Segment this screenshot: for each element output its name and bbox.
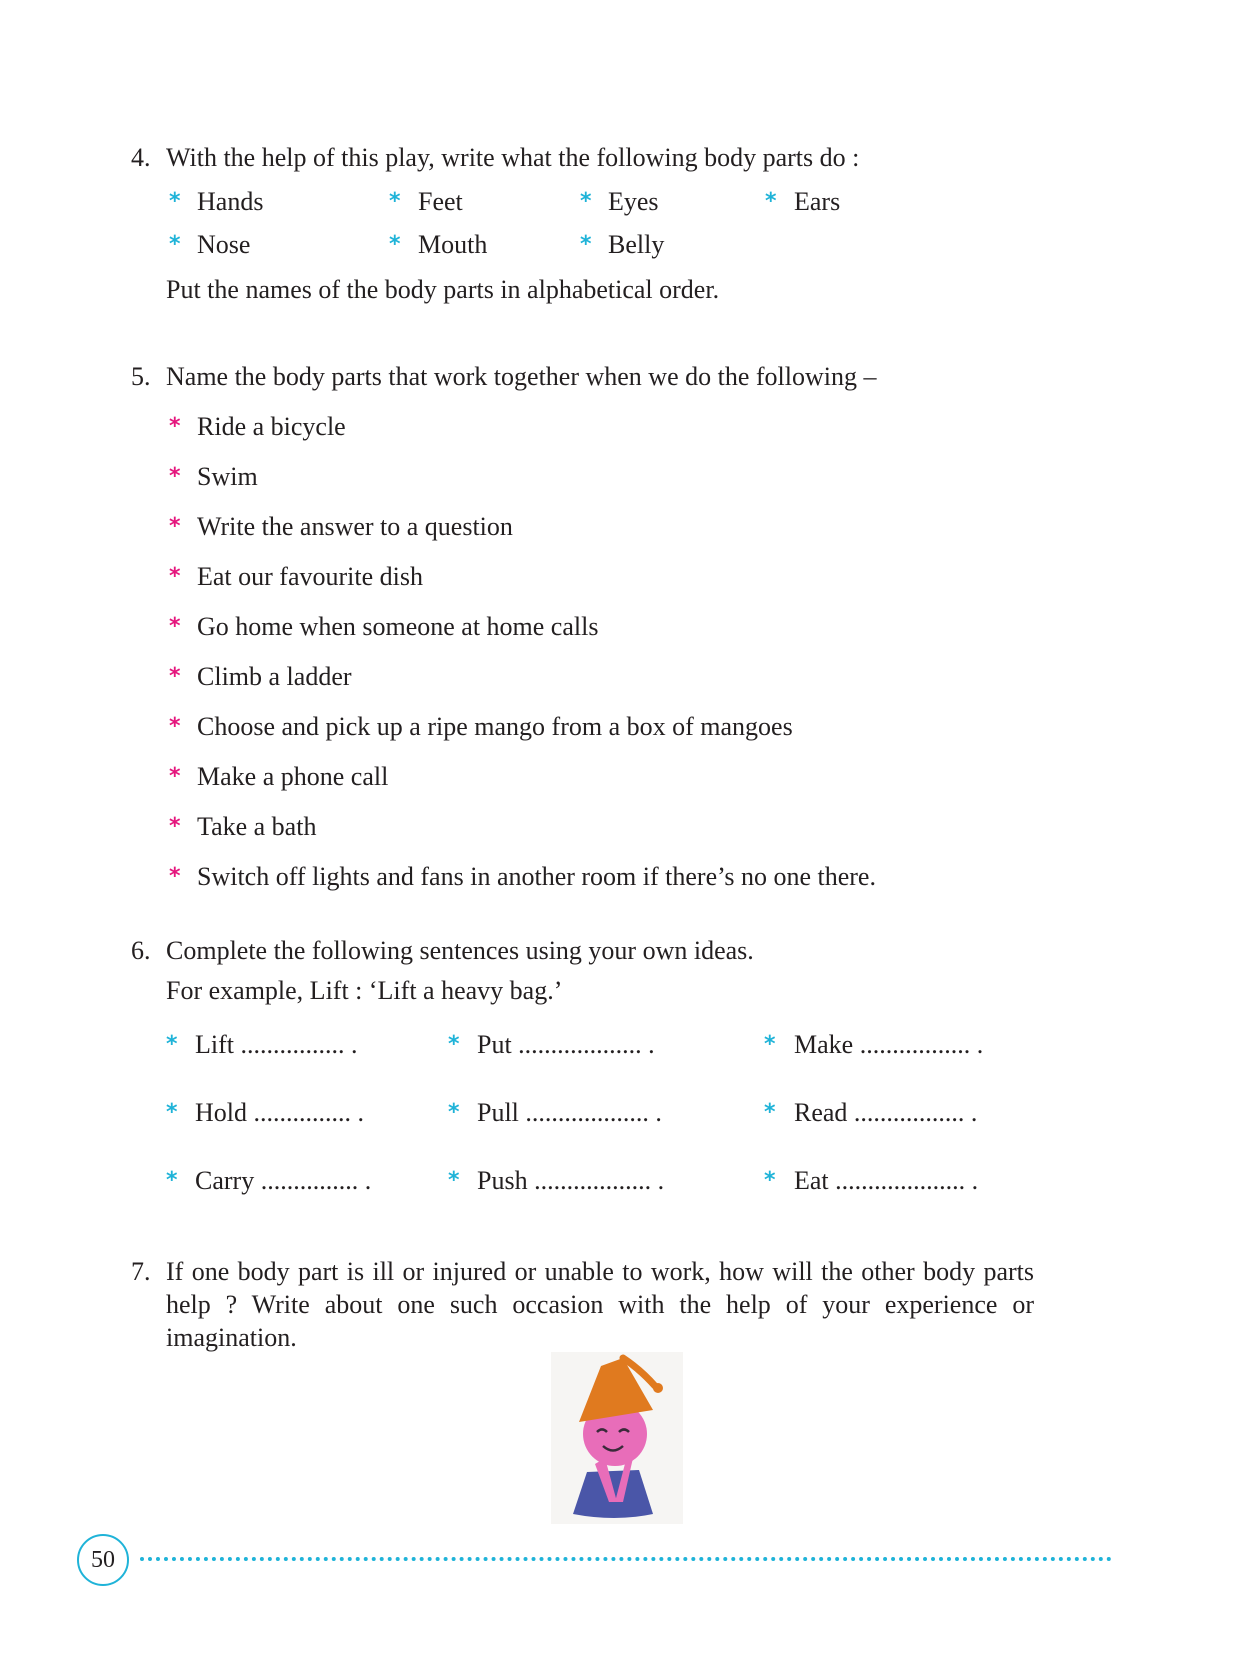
q5-item: Take a bath [197, 812, 317, 841]
bullet-asterisk-icon: * [764, 1032, 776, 1057]
bullet-asterisk-icon: * [169, 414, 181, 439]
q6-item: Eat .................... . [794, 1166, 979, 1195]
bullet-asterisk-icon: * [169, 864, 181, 889]
q6-item: Hold ............... . [195, 1098, 364, 1127]
bullet-asterisk-icon: * [169, 714, 181, 739]
bullet-asterisk-icon: * [448, 1168, 460, 1193]
q5-item: Write the answer to a question [197, 512, 513, 541]
q4-item: Belly [608, 230, 665, 259]
footer-dotted-line [140, 1557, 1112, 1561]
page-number: 50 [77, 1534, 129, 1586]
q4-instruction: Put the names of the body parts in alphabetical order. [166, 275, 720, 304]
q5-item: Climb a ladder [197, 662, 352, 691]
q6-question: Complete the following sentences using your own ideas. [166, 936, 754, 965]
bullet-asterisk-icon: * [169, 514, 181, 539]
bullet-asterisk-icon: * [169, 464, 181, 489]
q5-item: Swim [197, 462, 258, 491]
q6-item: Put ................... . [477, 1030, 655, 1059]
bullet-asterisk-icon: * [166, 1168, 178, 1193]
q6-item: Read ................. . [794, 1098, 978, 1127]
bullet-asterisk-icon: * [389, 232, 401, 257]
bullet-asterisk-icon: * [166, 1032, 178, 1057]
bullet-asterisk-icon: * [448, 1100, 460, 1125]
gnome-illustration [545, 1352, 695, 1524]
q5-item: Make a phone call [197, 762, 389, 791]
bullet-asterisk-icon: * [169, 764, 181, 789]
q7-number: 7. [131, 1257, 151, 1286]
q6-item: Pull ................... . [477, 1098, 662, 1127]
q5-item: Ride a bicycle [197, 412, 346, 441]
bullet-asterisk-icon: * [166, 1100, 178, 1125]
q6-item: Push .................. . [477, 1166, 665, 1195]
bullet-asterisk-icon: * [169, 614, 181, 639]
bullet-asterisk-icon: * [448, 1032, 460, 1057]
q5-item: Eat our favourite dish [197, 562, 423, 591]
bullet-asterisk-icon: * [764, 1100, 776, 1125]
q5-number: 5. [131, 362, 151, 391]
q5-question: Name the body parts that work together when we do the following – [166, 362, 877, 391]
bullet-asterisk-icon: * [169, 664, 181, 689]
q6-item: Lift ................ . [195, 1030, 358, 1059]
q4-item: Mouth [418, 230, 488, 259]
q4-question: With the help of this play, write what the following body parts do : [166, 143, 860, 172]
q6-item: Make ................. . [794, 1030, 984, 1059]
bullet-asterisk-icon: * [169, 814, 181, 839]
q5-item: Go home when someone at home calls [197, 612, 599, 641]
bullet-asterisk-icon: * [169, 189, 181, 214]
bullet-asterisk-icon: * [580, 232, 592, 257]
q5-item: Choose and pick up a ripe mango from a box of mangoes [197, 712, 793, 741]
q4-item: Hands [197, 187, 264, 216]
bullet-asterisk-icon: * [765, 189, 777, 214]
bullet-asterisk-icon: * [169, 564, 181, 589]
bullet-asterisk-icon: * [580, 189, 592, 214]
q6-number: 6. [131, 936, 151, 965]
q4-item: Ears [794, 187, 841, 216]
q4-item: Nose [197, 230, 251, 259]
bullet-asterisk-icon: * [389, 189, 401, 214]
q4-item: Feet [418, 187, 463, 216]
bullet-asterisk-icon: * [169, 232, 181, 257]
q4-item: Eyes [608, 187, 659, 216]
q6-item: Carry ............... . [195, 1166, 372, 1195]
bullet-asterisk-icon: * [764, 1168, 776, 1193]
q6-example: For example, Lift : ‘Lift a heavy bag.’ [166, 976, 563, 1005]
q7-text: If one body part is ill or injured or unable to work, how will the other body parts help ? Write about one such occasion with the help of your experience or imagination. [166, 1257, 1034, 1352]
q5-item: Switch off lights and fans in another room if there’s no one there. [197, 862, 876, 891]
q4-number: 4. [131, 143, 151, 172]
